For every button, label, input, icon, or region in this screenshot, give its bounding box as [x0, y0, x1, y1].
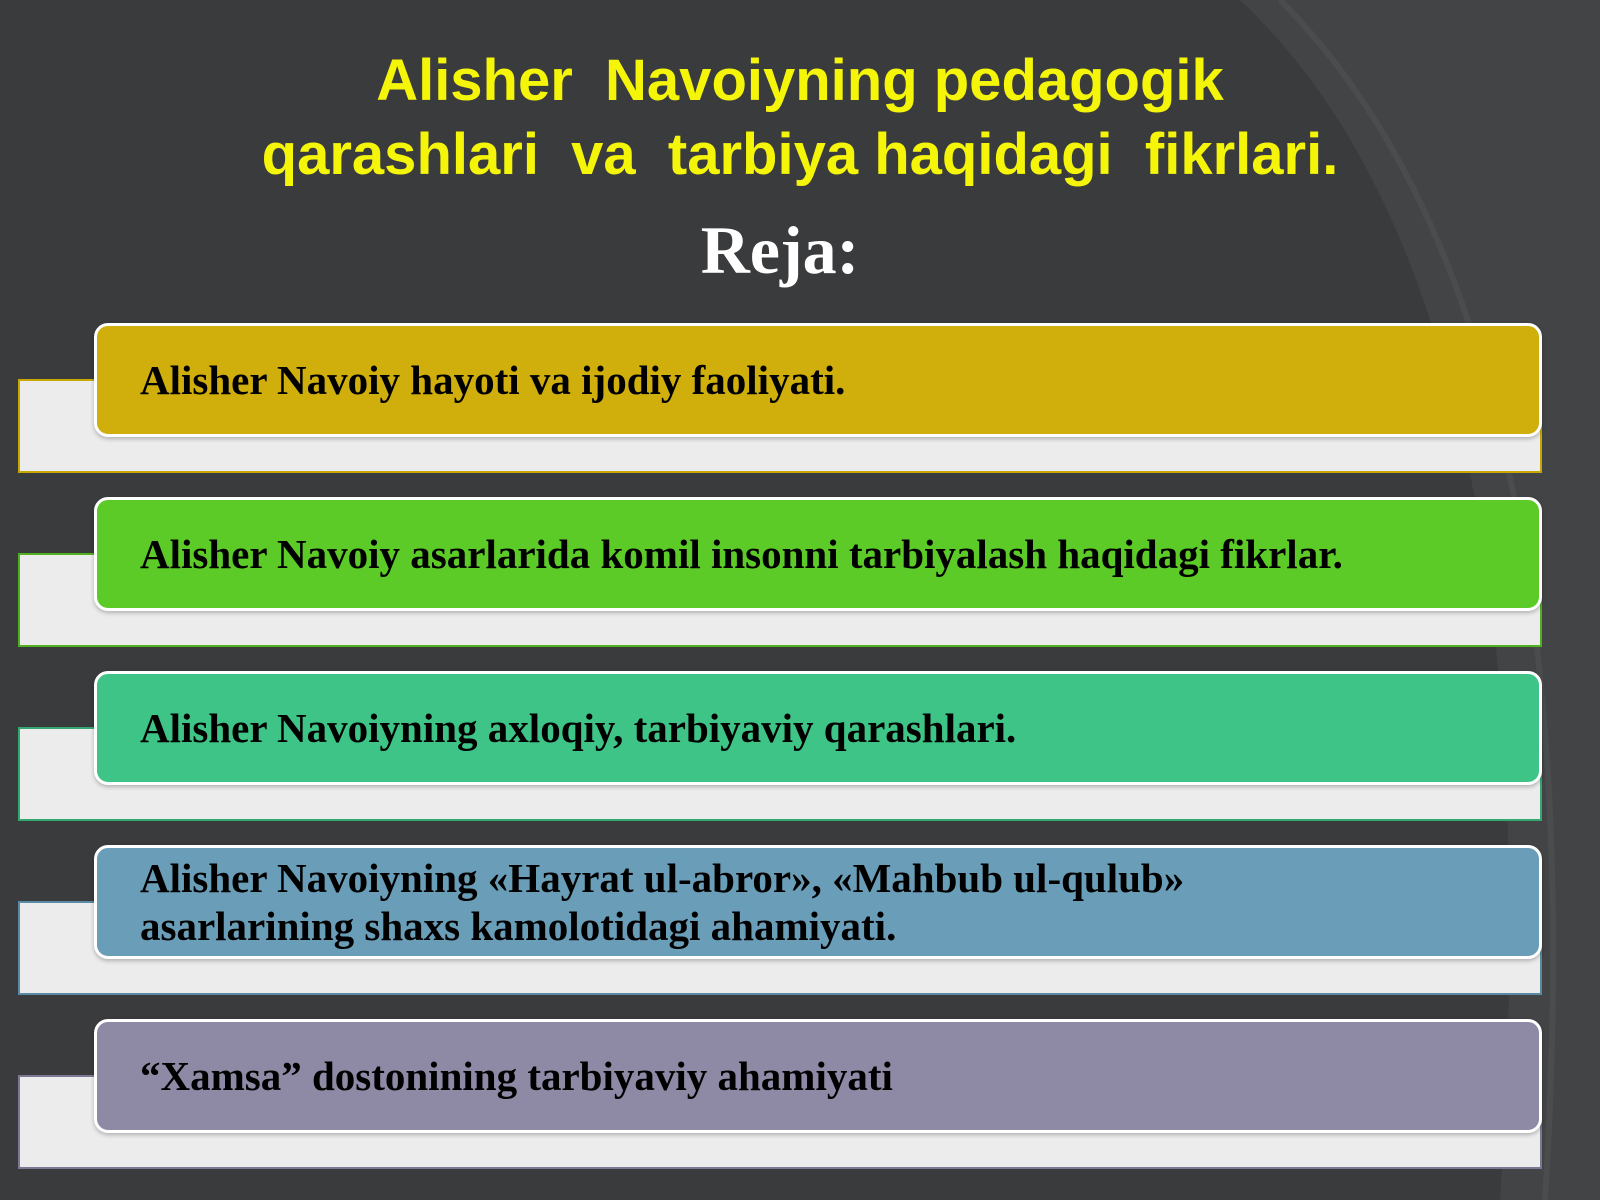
slide-title: [0, 44, 1600, 192]
plan-item-2: [18, 497, 1544, 653]
plan-item-1-label: Alisher Navoiy hayoti va ijodiy faoliyati.: [140, 357, 846, 403]
plan-item-3: [18, 671, 1544, 827]
slide-title-line-1: Alisher Navoiyning pedagogik: [376, 48, 1224, 113]
plan-item-3-label: Alisher Navoiyning axloqiy, tarbiyaviy qarashlari.: [140, 705, 1017, 751]
plan-item-4-label: Alisher Navoiyning «Hayrat ul-abror», «Mahbub ul-qulub» asarlarining shaxs kamolotidagi ahamiyati.: [140, 855, 1185, 949]
plan-item-5-label: “Xamsa” dostonining tarbiyaviy ahamiyati: [140, 1053, 893, 1099]
plan-item-2-label: Alisher Navoiy asarlarida komil insonni tarbiyalash haqidagi fikrlar.: [140, 531, 1343, 577]
slide-title-line-2: qarashlari va tarbiya haqidagi fikrlari.: [261, 122, 1339, 187]
plan-item-1: [18, 323, 1544, 479]
plan-item-4: [18, 845, 1544, 1001]
plan-heading: Reja:: [700, 212, 860, 288]
plan-item-5: [18, 1019, 1544, 1175]
